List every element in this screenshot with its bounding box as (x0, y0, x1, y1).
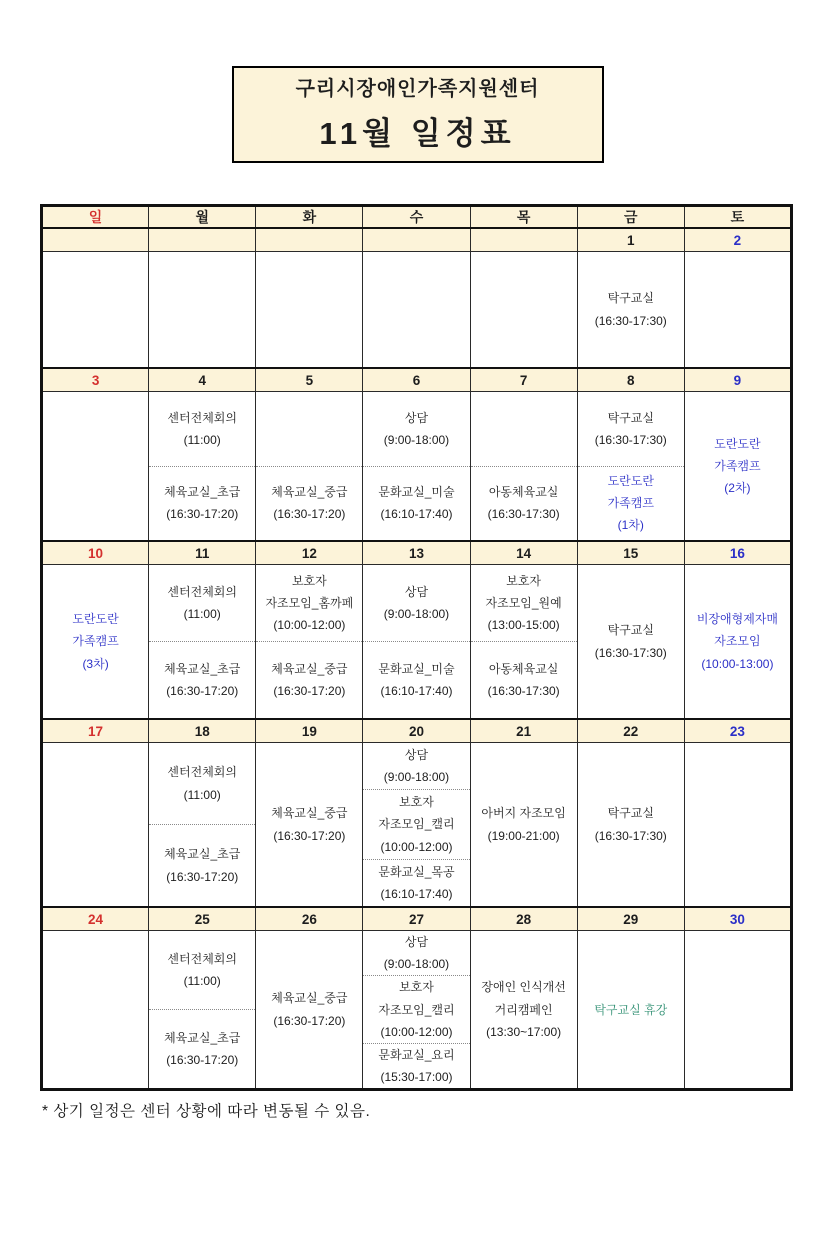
date-cell (363, 228, 470, 252)
day-cell (256, 565, 363, 720)
date-cell: 3 (42, 368, 149, 392)
event-section (363, 392, 469, 466)
event-text: (9:00-18:00) (383, 607, 450, 621)
day-cell (577, 743, 684, 908)
event-text: 도란도란 (714, 436, 761, 451)
date-cell: 17 (42, 719, 149, 743)
event-text: 체육교실_초급 (164, 661, 241, 676)
event-text: (9:00-18:00) (383, 432, 450, 447)
event-text: 거리캠페인 (494, 1002, 553, 1017)
event-text: (15:30-17:00) (380, 1070, 453, 1085)
day-cell (684, 931, 791, 1090)
date-cell (42, 228, 149, 252)
date-cell: 18 (149, 719, 256, 743)
event-text: 자조모임_캘리 (378, 817, 455, 832)
day-cell (577, 392, 684, 542)
event-section (256, 565, 362, 641)
event-text: 문화교실_미술 (378, 661, 455, 676)
event-section (578, 252, 684, 367)
event-text: 탁구교실 (607, 291, 654, 306)
event-text: (16:30-17:30) (594, 313, 667, 328)
event-text: 탁구교실 (607, 410, 654, 425)
event-text: (13:00-15:00) (487, 618, 560, 633)
date-cell: 11 (149, 541, 256, 565)
page (0, 66, 835, 1247)
day-cell (470, 565, 577, 720)
event-text: 체육교실_중급 (271, 485, 348, 500)
event-section (149, 931, 255, 1009)
event-text: 비장애형제자매 (696, 612, 778, 627)
day-cell (470, 392, 577, 542)
event-text: (16:30-17:30) (487, 684, 560, 698)
page-title: 11월 일정표 (319, 116, 516, 151)
event-text: (9:00-18:00) (383, 957, 450, 972)
date-cell: 6 (363, 368, 470, 392)
date-cell: 2 (684, 228, 791, 252)
event-section (578, 743, 684, 906)
event-text: (19:00-21:00) (487, 828, 560, 843)
event-text: (10:00-12:00) (380, 839, 453, 854)
event-text: (11:00) (183, 432, 221, 447)
event-section (578, 466, 684, 541)
event-section (685, 392, 790, 540)
event-text: (11:00) (183, 787, 221, 802)
event-section (471, 466, 577, 541)
event-text: (13:30~17:00) (486, 1024, 562, 1039)
event-section (256, 931, 362, 1088)
event-text: 자조모임_캘리 (378, 1002, 455, 1017)
event-text: (16:30-17:20) (273, 1013, 346, 1028)
event-text: 체육교실_초급 (164, 847, 241, 862)
event-section (363, 975, 469, 1043)
event-text: 센터전체회의 (167, 410, 237, 425)
day-cell (684, 252, 791, 369)
day-of-week-header: 화 (256, 206, 363, 229)
day-cell (363, 392, 470, 542)
event-text: 장애인 인식개선 (481, 980, 566, 995)
event-text: 아버지 자조모임 (481, 806, 566, 821)
date-cell: 9 (684, 368, 791, 392)
day-cell (42, 392, 149, 542)
event-section (578, 392, 684, 466)
event-text: 상담 (404, 935, 429, 949)
event-section (363, 466, 469, 541)
day-of-week-header: 목 (470, 206, 577, 229)
day-of-week-header: 토 (684, 206, 791, 229)
date-cell: 27 (363, 907, 470, 931)
day-cell (363, 565, 470, 720)
event-text: 도란도란 (72, 612, 119, 627)
event-text: 체육교실_중급 (271, 806, 348, 821)
event-section (471, 565, 577, 641)
date-cell: 16 (684, 541, 791, 565)
event-text: 상담 (404, 584, 429, 599)
event-text: 센터전체회의 (167, 951, 237, 966)
schedule-table (40, 204, 793, 1091)
day-of-week-header: 월 (149, 206, 256, 229)
event-section (363, 743, 469, 789)
event-section (43, 565, 148, 718)
day-cell (42, 565, 149, 720)
event-section (471, 743, 577, 906)
date-cell: 30 (684, 907, 791, 931)
day-cell (42, 252, 149, 369)
day-cell (256, 931, 363, 1090)
event-text: (16:30-17:30) (594, 828, 667, 843)
event-section (363, 789, 469, 859)
event-text: 문화교실_목공 (378, 864, 455, 879)
event-text: 도란도란 (607, 473, 654, 488)
event-text: (16:30-17:30) (594, 645, 667, 660)
date-cell: 25 (149, 907, 256, 931)
event-text: (16:10-17:40) (380, 507, 453, 522)
event-text: 문화교실_미술 (378, 485, 455, 500)
event-section (363, 931, 469, 975)
event-text: (2차) (724, 481, 751, 496)
event-text: 보호자 (399, 795, 434, 810)
date-cell: 13 (363, 541, 470, 565)
day-cell (577, 565, 684, 720)
day-cell (470, 743, 577, 908)
event-section (685, 565, 790, 718)
date-cell: 1 (577, 228, 684, 252)
event-section (256, 392, 362, 466)
event-text: 상담 (404, 410, 429, 425)
day-of-week-header: 일 (42, 206, 149, 229)
day-cell (363, 931, 470, 1090)
event-text: (16:10-17:40) (380, 684, 453, 698)
event-text: 아동체육교실 (488, 485, 559, 500)
day-cell (363, 252, 470, 369)
date-cell: 4 (149, 368, 256, 392)
date-cell: 24 (42, 907, 149, 931)
day-cell (577, 252, 684, 369)
event-section (471, 641, 577, 718)
day-of-week-header: 수 (363, 206, 470, 229)
event-text: 체육교실_초급 (164, 1031, 241, 1046)
day-cell (684, 743, 791, 908)
event-text: (16:30-17:30) (487, 507, 560, 522)
event-text: 탁구교실 (607, 806, 654, 821)
day-cell (256, 252, 363, 369)
event-section (256, 466, 362, 541)
event-text: (16:30-17:20) (166, 869, 239, 884)
date-cell: 26 (256, 907, 363, 931)
date-cell: 28 (470, 907, 577, 931)
event-text: (16:30-17:20) (166, 507, 239, 522)
event-section (471, 392, 577, 466)
event-text: 보호자 (399, 980, 434, 995)
date-cell: 29 (577, 907, 684, 931)
event-text: 자조모임 (714, 634, 761, 649)
date-cell: 21 (470, 719, 577, 743)
event-text: 문화교실_요리 (378, 1047, 455, 1062)
date-cell: 7 (470, 368, 577, 392)
day-cell (684, 392, 791, 542)
event-text: 체육교실_중급 (271, 661, 348, 676)
event-section (149, 1009, 255, 1088)
event-section (363, 641, 469, 718)
event-text: (16:30-17:20) (273, 828, 346, 843)
event-text: 센터전체회의 (167, 584, 237, 599)
event-section (363, 859, 469, 906)
day-cell (149, 743, 256, 908)
date-cell: 10 (42, 541, 149, 565)
event-section (363, 565, 469, 641)
date-cell: 5 (256, 368, 363, 392)
event-text: 아동체육교실 (488, 661, 559, 676)
day-cell (684, 565, 791, 720)
event-section (149, 743, 255, 824)
event-text: 자조모임_원예 (485, 595, 562, 610)
date-cell: 12 (256, 541, 363, 565)
day-cell (149, 931, 256, 1090)
event-text: 상담 (404, 747, 429, 762)
event-text: (16:30-17:20) (273, 684, 346, 698)
event-section (578, 565, 684, 718)
date-cell (470, 228, 577, 252)
event-section (256, 743, 362, 906)
event-text: (3차) (82, 656, 109, 671)
date-cell (256, 228, 363, 252)
day-cell (470, 252, 577, 369)
event-section (363, 1043, 469, 1088)
event-text: 보호자 (506, 573, 542, 588)
date-cell: 22 (577, 719, 684, 743)
date-cell: 20 (363, 719, 470, 743)
day-cell (577, 931, 684, 1090)
day-cell (363, 743, 470, 908)
day-cell (149, 252, 256, 369)
event-text: (1차) (617, 518, 644, 533)
event-text: 가족캠프 (72, 634, 119, 649)
date-cell: 23 (684, 719, 791, 743)
event-text: 탁구교실 (607, 623, 654, 638)
date-cell: 14 (470, 541, 577, 565)
event-section (149, 824, 255, 906)
event-text: (11:00) (183, 607, 221, 621)
event-text: (16:30-17:20) (273, 507, 346, 522)
center-name: 구리시장애인가족지원센터 (295, 78, 540, 100)
event-section (471, 931, 577, 1088)
footer-note: * 상기 일정은 센터 상황에 따라 변동될 수 있음. (42, 1103, 371, 1121)
event-section (149, 565, 255, 641)
day-cell (256, 392, 363, 542)
event-text: (10:00-12:00) (273, 618, 346, 633)
event-text: (16:30-17:30) (594, 432, 667, 447)
event-text: (10:00-12:00) (380, 1024, 453, 1039)
event-text: (10:00-13:00) (701, 656, 774, 671)
event-text: (16:30-17:20) (166, 684, 239, 698)
event-text: (11:00) (183, 974, 221, 989)
day-cell (42, 931, 149, 1090)
event-text: 가족캠프 (607, 496, 654, 511)
date-cell: 15 (577, 541, 684, 565)
event-section (149, 641, 255, 718)
event-text: (9:00-18:00) (383, 770, 450, 784)
event-text: 탁구교실 휴강 (594, 1002, 668, 1017)
event-text: 보호자 (291, 573, 327, 588)
event-text: 센터전체회의 (167, 765, 237, 780)
day-cell (256, 743, 363, 908)
date-cell (149, 228, 256, 252)
date-cell: 19 (256, 719, 363, 743)
event-text: (16:10-17:40) (380, 887, 453, 901)
day-cell (149, 392, 256, 542)
event-section (149, 392, 255, 466)
event-text: 자조모임_홈까페 (265, 595, 354, 610)
day-cell (42, 743, 149, 908)
event-section (149, 466, 255, 541)
event-text: 가족캠프 (714, 458, 761, 473)
day-cell (149, 565, 256, 720)
event-text: 체육교실_중급 (271, 991, 348, 1006)
event-text: (16:30-17:20) (166, 1053, 239, 1068)
title-box (232, 66, 604, 163)
date-cell: 8 (577, 368, 684, 392)
event-text: 체육교실_초급 (164, 485, 241, 500)
day-cell (470, 931, 577, 1090)
day-of-week-header: 금 (577, 206, 684, 229)
event-section (256, 641, 362, 718)
event-section (578, 931, 684, 1088)
